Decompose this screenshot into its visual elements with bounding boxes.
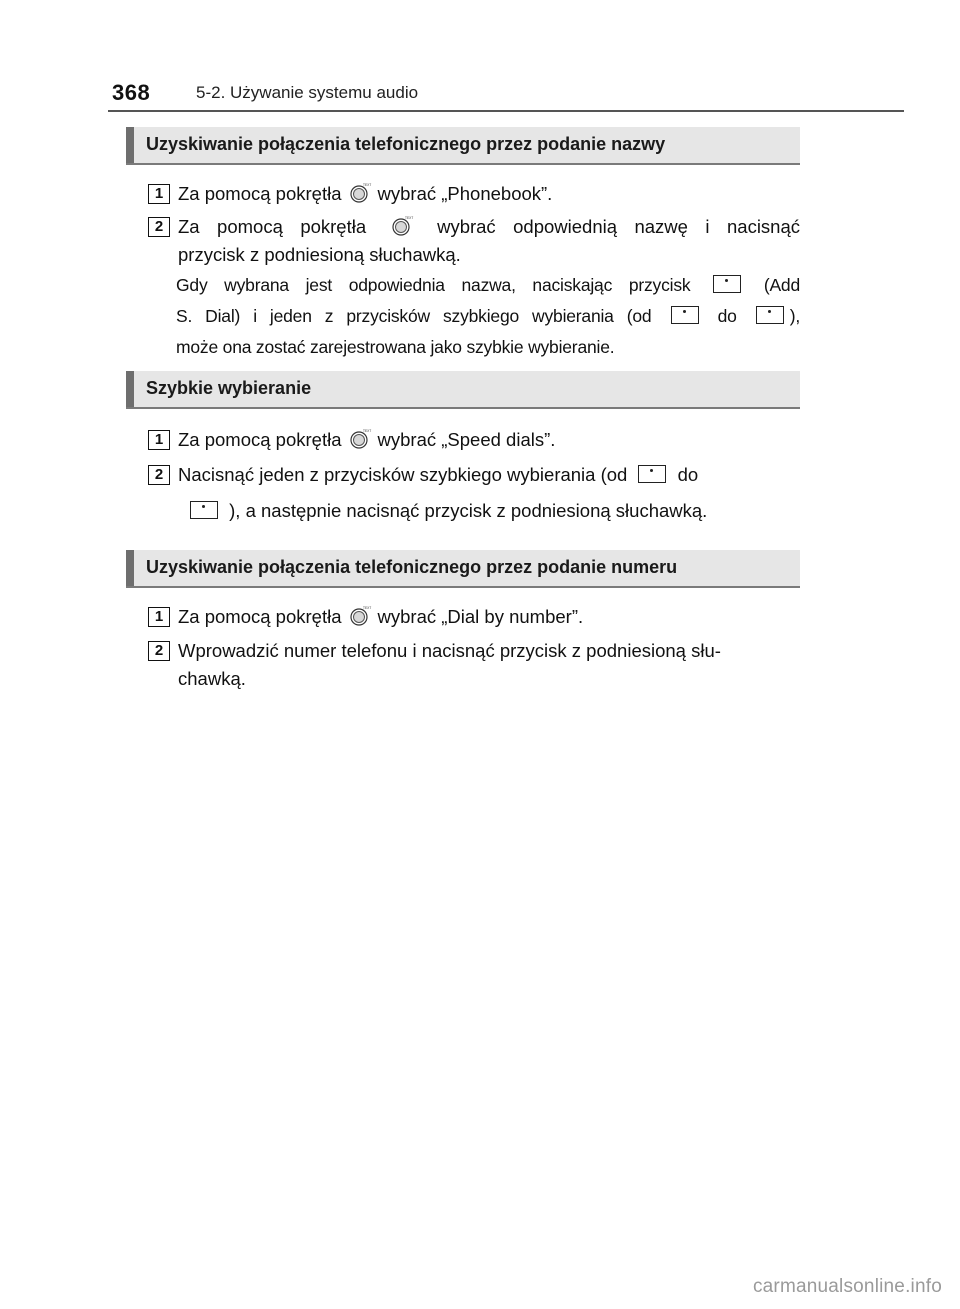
step-text-before: Za pomocą pokrętła — [178, 606, 342, 627]
step-number: 1 — [148, 184, 170, 204]
note-text: może ona zostać zarejestrowana jako szybkie wybieranie. — [176, 337, 615, 357]
step-text-line2: ), a następnie nacisnąć przycisk z podniesioną słuchawką. — [229, 500, 708, 521]
speed-dial-button-icon — [671, 306, 699, 324]
step-text-before: Za pomocą pokrętła — [178, 429, 342, 450]
svg-text:TEXT: TEXT — [362, 429, 371, 433]
step-number: 1 — [148, 430, 170, 450]
step-text — [178, 457, 800, 529]
step-text-line2: chawką. — [178, 668, 246, 689]
tune-knob-icon — [350, 183, 370, 203]
section-title: Uzyskiwanie połączenia telefonicznego przez podanie numeru — [146, 557, 678, 577]
note-text: S. Dial) i jeden z przycisków szybkiego wybierania (od — [176, 306, 652, 326]
note-text: do — [717, 306, 737, 326]
speed-dial-button-icon — [190, 501, 218, 519]
note-text: (Add — [763, 275, 800, 295]
svg-text:TEXT: TEXT — [362, 606, 371, 610]
watermark: carmanualsonline.info — [752, 1276, 942, 1297]
note-paragraph — [176, 270, 800, 363]
step-text-after: wybrać „Speed dials”. — [377, 429, 556, 450]
step-number: 1 — [148, 607, 170, 627]
note-text: ), — [789, 306, 800, 326]
note-text: Gdy wybrana jest odpowiednia nazwa, naciskając przycisk — [176, 275, 691, 295]
step-text-after: wybrać „Phonebook”. — [377, 183, 553, 204]
page-number: 368 — [112, 80, 151, 105]
step-text — [178, 213, 800, 269]
svg-text:TEXT: TEXT — [404, 216, 413, 220]
section-heading-number-dial — [126, 550, 800, 586]
section-title: Szybkie wybieranie — [146, 378, 312, 398]
step-text-before: Za pomocą pokrętła — [178, 216, 367, 237]
step-text-after: do — [677, 464, 699, 485]
step-text-line1: Wprowadzić numer telefonu i nacisnąć przycisk z podniesioną słu- — [178, 640, 721, 661]
step-number: 2 — [148, 465, 170, 485]
tune-knob-icon — [392, 216, 412, 236]
section-heading-speed-dial — [126, 371, 800, 407]
chapter-title: 5-2. Używanie systemu audio — [196, 83, 419, 102]
svg-text:TEXT: TEXT — [362, 183, 371, 187]
step-text-after: wybrać odpowiednią nazwę i nacisnąć — [437, 216, 801, 237]
step-text-before: Nacisnąć jeden z przycisków szybkiego wybierania (od — [178, 464, 628, 485]
step-number: 2 — [148, 641, 170, 661]
tune-knob-icon — [350, 429, 370, 449]
step-text — [178, 637, 800, 693]
step-text — [178, 426, 800, 454]
step-text — [178, 603, 800, 631]
step-text-after: wybrać „Dial by number”. — [377, 606, 584, 627]
page-header — [0, 0, 960, 112]
speed-dial-button-icon — [756, 306, 784, 324]
step-text-before: Za pomocą pokrętła — [178, 183, 342, 204]
step-text-line2: przycisk z podniesioną słuchawką. — [178, 244, 461, 265]
step-text — [178, 180, 800, 208]
header-divider — [108, 110, 904, 112]
step-number: 2 — [148, 217, 170, 237]
section-title: Uzyskiwanie połączenia telefonicznego przez podanie nazwy — [146, 134, 666, 154]
speed-dial-button-icon — [638, 465, 666, 483]
tune-knob-icon — [350, 606, 370, 626]
add-s-dial-button-icon — [713, 275, 741, 293]
section-heading-name-dial — [126, 127, 800, 163]
